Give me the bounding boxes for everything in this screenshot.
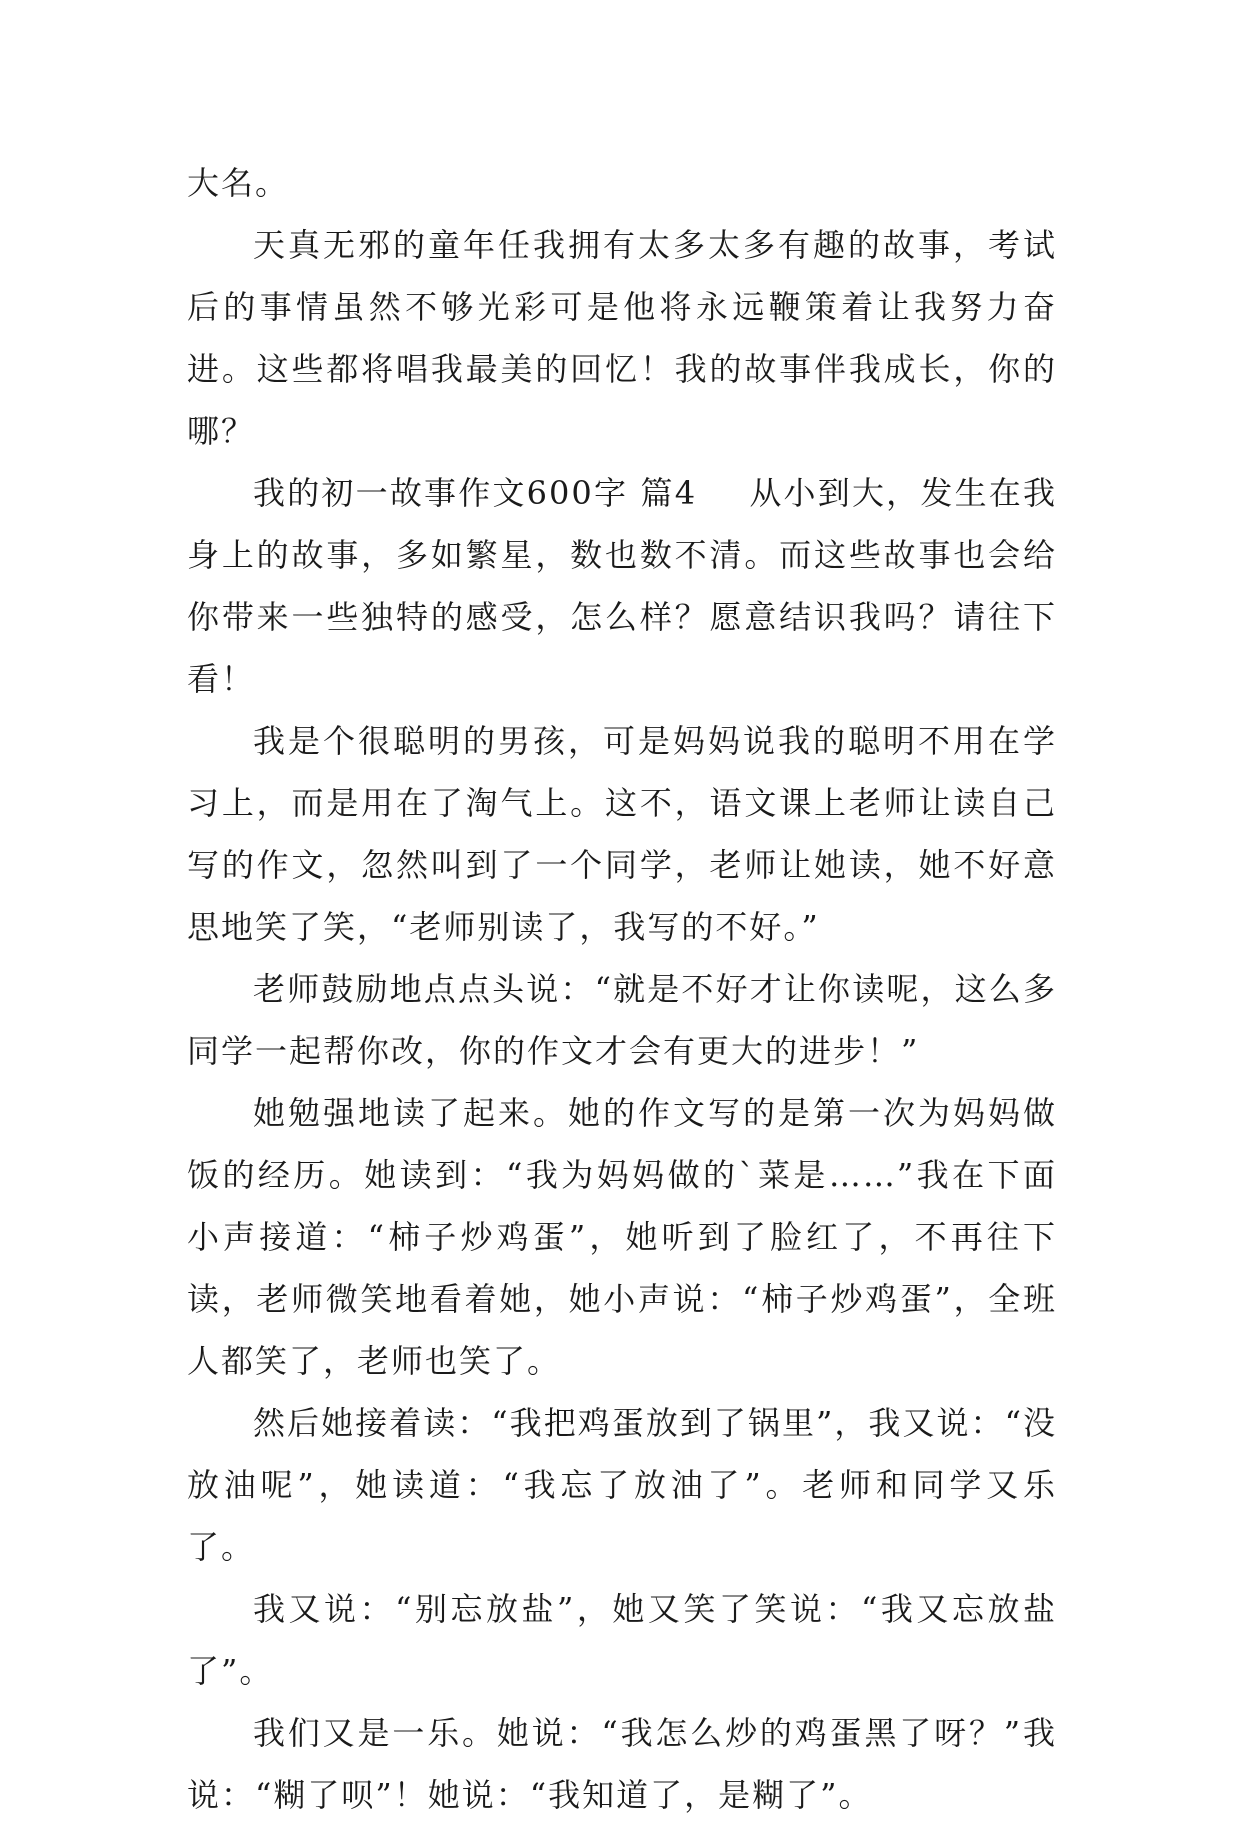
paragraph-3 bbox=[187, 462, 1057, 710]
paragraph-5: 老师鼓励地点点头说：“就是不好才让你读呢，这么多同学一起帮你改，你的作文才会有更大的进步！” bbox=[187, 970, 1057, 1070]
document-body bbox=[187, 152, 1057, 1826]
paragraph-2: 天真无邪的童年任我拥有太多太多有趣的故事，考试后的事情虽然不够光彩可是他将永远鞭策着让我努力奋进。这些都将唱我最美的回忆！我的故事伴我成长，你的哪？ bbox=[187, 226, 1057, 450]
paragraph-7: 然后她接着读：“我把鸡蛋放到了锅里”，我又说：“没放油呢”，她读道：“我忘了放油了”。老师和同学又乐了。 bbox=[187, 1404, 1057, 1566]
paragraph-3-text: 从小到大，发生在我身上的故事，多如繁星，数也数不清。而这些故事也会给你带来一些独特的感受，怎么样？愿意结识我吗？请往下看！ bbox=[187, 474, 1057, 698]
paragraph-9: 我们又是一乐。她说：“我怎么炒的鸡蛋黑了呀？”我说：“糊了呗”！她说：“我知道了，是糊了”。 bbox=[187, 1714, 1057, 1814]
section-heading: 我的初一故事作文600字 篇4 bbox=[253, 474, 698, 512]
paragraph-6: 她勉强地读了起来。她的作文写的是第一次为妈妈做饭的经历。她读到：“我为妈妈做的`菜是……”我在下面小声接道：“柿子炒鸡蛋”，她听到了脸红了，不再往下读，老师微笑地看着她，她小声说：“柿子炒鸡蛋”，全班人都笑了，老师也笑了。 bbox=[187, 1094, 1057, 1380]
paragraph-1: 大名。 bbox=[187, 164, 290, 202]
paragraph-4: 我是个很聪明的男孩，可是妈妈说我的聪明不用在学习上，而是用在了淘气上。这不，语文课上老师让读自己写的作文，忽然叫到了一个同学，老师让她读，她不好意思地笑了笑，“老师别读了，我写的不好。” bbox=[187, 722, 1057, 946]
paragraph-8: 我又说：“别忘放盐”，她又笑了笑说：“我又忘放盐了”。 bbox=[187, 1590, 1057, 1690]
